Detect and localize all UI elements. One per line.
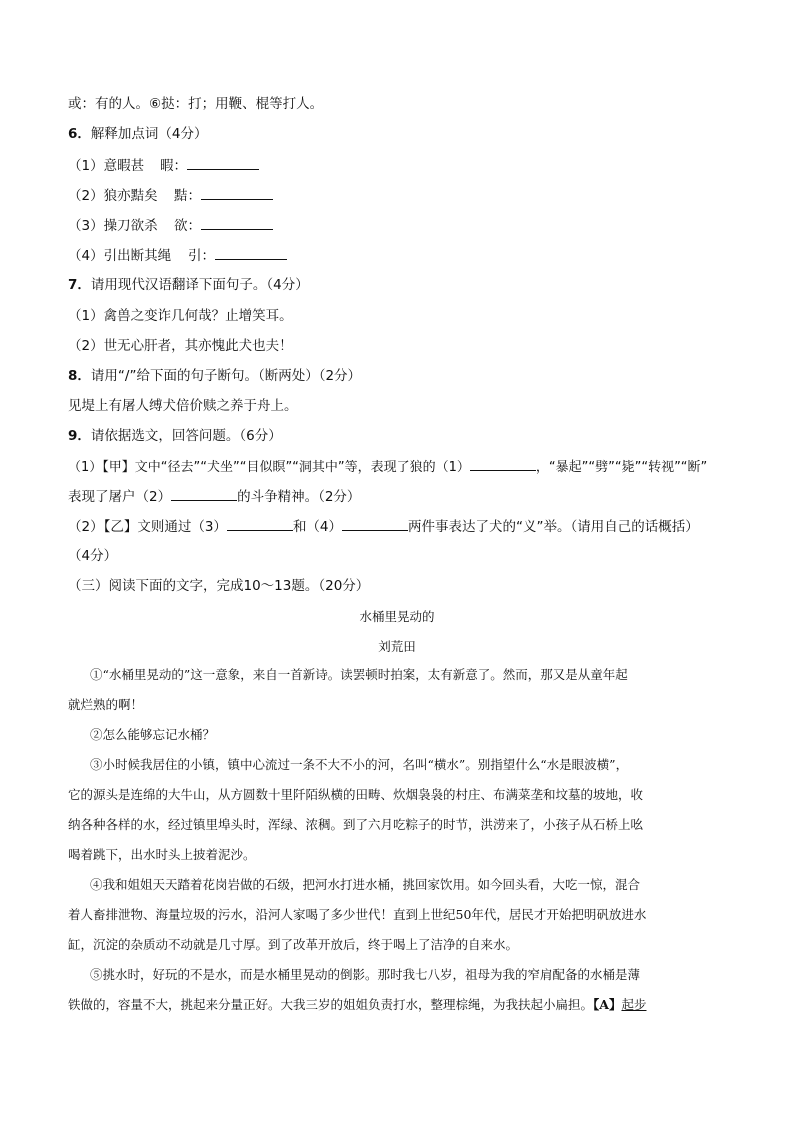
item-word: 欲： — [174, 218, 201, 234]
question-6-item-1 — [68, 155, 259, 176]
question-7-item-1: （1）禽兽之变诈几何哉？止增笑耳。 — [68, 308, 293, 324]
paragraph-1-line-1: ①“水桶里晃动的”这一意象，来自一首新诗。读罢顿时拍案，太有新意了。然而，那又是从童年起 — [90, 667, 628, 682]
item-prefix: （3）操刀欲杀 — [68, 218, 158, 234]
question-text: 解释加点词（4分） — [90, 126, 208, 142]
question-8-sentence: 见堤上有屠人缚犬倍价赎之养于舟上。 — [68, 398, 298, 414]
marker-a: 【A】 — [593, 997, 622, 1012]
question-6-item-3 — [68, 215, 273, 236]
question-text: 请用现代汉语翻译下面句子。（4分） — [90, 277, 309, 293]
item-prefix: （1）意暇甚 — [68, 158, 145, 174]
paragraph-5-line-2 — [68, 995, 646, 1015]
question-9 — [68, 426, 282, 446]
answer-blank[interactable] — [187, 155, 259, 170]
paragraph-2: ②怎么能够忘记水桶？ — [90, 727, 216, 742]
question-6-item-2 — [68, 185, 273, 206]
question-number: 7． — [68, 277, 91, 293]
article-title: 水桶里晃动的 — [359, 609, 435, 624]
answer-blank[interactable] — [470, 456, 536, 471]
answer-blank[interactable] — [215, 245, 287, 260]
question-9-item-2-line-2: （4分） — [68, 548, 118, 564]
paragraph-1-line-2: 就烂熟的啊！ — [68, 697, 144, 712]
answer-blank[interactable] — [201, 185, 273, 200]
text-segment: （2）【乙】文则通过（3） — [68, 519, 227, 535]
footnote-line: 或：有的人。⑥挞：打；用鞭、棍等打人。 — [68, 96, 324, 112]
paragraph-3-line-4: 喝着跳下，出水时头上披着泥沙。 — [68, 847, 256, 862]
article-author: 刘荒田 — [378, 639, 416, 654]
question-9-item-1-line-1 — [68, 456, 707, 478]
question-text: 请用“/”给下面的句子断句。（断两处）（2分） — [90, 368, 362, 384]
paragraph-4-line-1: ④我和姐姐天天踏着花岗岩做的石级，把河水打进水桶，挑回家饮用。如今回头看，大吃一惊，混合 — [90, 877, 641, 892]
question-7 — [68, 275, 309, 295]
item-word: 黠： — [174, 188, 201, 204]
question-number: 9． — [68, 428, 91, 444]
paragraph-3-line-2: 它的源头是连绵的大牛山，从方圆数十里阡陌纵横的田畴、炊烟袅袅的村庄、布满菜垄和坟墓的坡地，收 — [68, 787, 644, 802]
question-7-item-2: （2）世无心肝者，其亦愧此犬也夫！ — [68, 338, 293, 354]
text-segment: 铁做的，容量不大，挑起来分量正好。大我三岁的姐姐负责打水，整理棕绳，为我扶起小扁担。 — [68, 997, 594, 1012]
paragraph-3-line-3: 纳各种各样的水，经过镇里埠头时，浑绿、浓稠。到了六月吃粽子的时节，洪涝来了，小孩子从石桥上吆 — [68, 817, 644, 832]
item-word: 暇： — [160, 158, 187, 174]
item-prefix: （2）狼亦黠矣 — [68, 188, 158, 204]
question-8 — [68, 366, 361, 386]
text-segment: 两件事表达了犬的“义”举。（请用自己的话概括） — [408, 519, 699, 535]
section-3-heading: （三）阅读下面的文字，完成10～13题。（20分） — [68, 578, 370, 594]
text-segment: 的斗争精神。（2分） — [237, 489, 361, 505]
paragraph-5-line-1: ⑤挑水时，好玩的不是水，而是水桶里晃动的倒影。那时我七八岁，祖母为我的窄肩配备的水桶是薄 — [90, 967, 641, 982]
underlined-phrase: 起步 — [621, 997, 647, 1012]
text-segment: ，“暴起”“劈”“毙”“转视”“断” — [535, 460, 708, 475]
answer-blank[interactable] — [171, 486, 237, 501]
question-9-item-1-line-2 — [68, 486, 360, 507]
answer-blank[interactable] — [342, 516, 408, 531]
paragraph-4-line-3: 缸，沉淀的杂质动不动就是几寸厚。到了改革开放后，终于喝上了洁净的自来水。 — [68, 937, 519, 952]
text-segment: 和（4） — [292, 519, 343, 535]
answer-blank[interactable] — [201, 215, 273, 230]
paragraph-3-line-1: ③小时候我居住的小镇，镇中心流过一条不大不小的河，名叫“横水”。别指望什么“水是眼波横”， — [90, 757, 629, 772]
question-9-item-2-line-1 — [68, 516, 699, 537]
question-6 — [68, 124, 208, 144]
question-6-item-4 — [68, 245, 287, 266]
item-prefix: （4）引出断其绳 — [68, 248, 172, 264]
paragraph-4-line-2: 着人畜排泄物、海量垃圾的污水，沿河人家喝了多少世代！直到上世纪50年代，居民才开始把明矾放进水 — [68, 907, 647, 922]
question-number: 8． — [68, 368, 91, 384]
question-text: 请依据选文，回答问题。（6分） — [90, 428, 282, 444]
text-segment: 表现了屠户（2） — [68, 489, 172, 505]
question-number: 6． — [68, 126, 91, 142]
text-segment: （1）【甲】文中“径去”“犬坐”“目似瞑”“洞其中”等，表现了狼的（1） — [68, 460, 470, 475]
answer-blank[interactable] — [227, 516, 293, 531]
item-word: 引： — [188, 248, 215, 264]
